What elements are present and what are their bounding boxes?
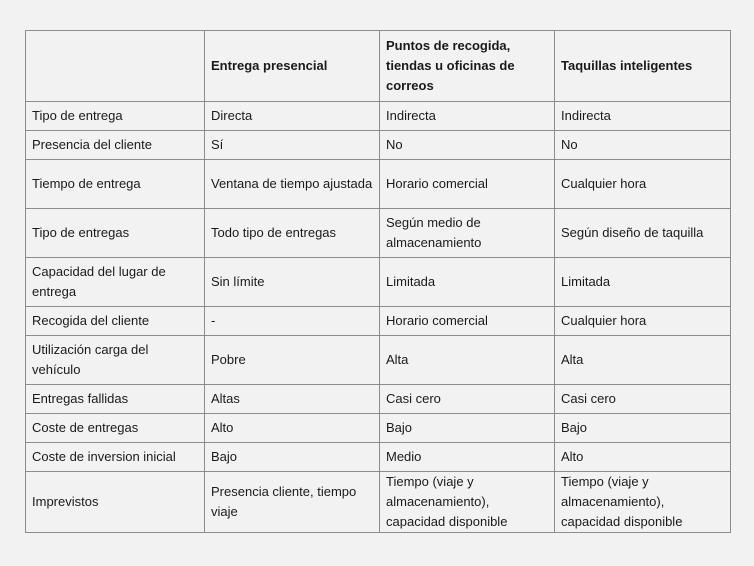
table-row: [26, 385, 731, 414]
table-cell: Casi cero: [555, 385, 731, 414]
row-label: Tipo de entregas: [26, 209, 205, 258]
header-cell-entrega-presencial: Entrega presencial: [205, 31, 380, 102]
table-cell: -: [205, 307, 380, 336]
comparison-table: [25, 30, 731, 533]
header-row: [26, 31, 731, 102]
table-cell: No: [380, 131, 555, 160]
table-cell: Todo tipo de entregas: [205, 209, 380, 258]
table-row: [26, 307, 731, 336]
table-cell: Alta: [555, 336, 731, 385]
table-cell: Casi cero: [380, 385, 555, 414]
table-cell: Horario comercial: [380, 307, 555, 336]
table-cell: No: [555, 131, 731, 160]
table-row: [26, 472, 731, 533]
table-cell: Horario comercial: [380, 160, 555, 209]
table-cell: Presencia cliente, tiempo viaje: [205, 472, 380, 533]
table-row: [26, 131, 731, 160]
table-row: [26, 443, 731, 472]
table-cell: Sin límite: [205, 258, 380, 307]
table-row: [26, 258, 731, 307]
row-label: Coste de entregas: [26, 414, 205, 443]
table-cell: Limitada: [555, 258, 731, 307]
table-cell: Altas: [205, 385, 380, 414]
row-label: Imprevistos: [26, 472, 205, 533]
table-row: [26, 336, 731, 385]
table-cell: Tiempo (viaje y almacenamiento), capacidad disponible: [555, 472, 731, 533]
row-label: Capacidad del lugar de entrega: [26, 258, 205, 307]
header-cell-taquillas: Taquillas inteligentes: [555, 31, 731, 102]
table-cell: Pobre: [205, 336, 380, 385]
table-cell: Medio: [380, 443, 555, 472]
table-cell: Alto: [555, 443, 731, 472]
table-row: [26, 414, 731, 443]
header-cell-puntos-recogida: Puntos de recogida, tiendas u oficinas de correos: [380, 31, 555, 102]
row-label: Tiempo de entrega: [26, 160, 205, 209]
table-cell: Tiempo (viaje y almacenamiento), capacidad disponible: [380, 472, 555, 533]
row-label: Presencia del cliente: [26, 131, 205, 160]
table-cell: Indirecta: [380, 102, 555, 131]
table-cell: Alta: [380, 336, 555, 385]
row-label: Utilización carga del vehículo: [26, 336, 205, 385]
table-cell: Limitada: [380, 258, 555, 307]
table-cell: Sí: [205, 131, 380, 160]
table-cell: Bajo: [380, 414, 555, 443]
table-cell: Directa: [205, 102, 380, 131]
table-cell: Bajo: [555, 414, 731, 443]
table-cell: Cualquier hora: [555, 307, 731, 336]
table-row: [26, 209, 731, 258]
table-cell: Indirecta: [555, 102, 731, 131]
header-cell-empty: [26, 31, 205, 102]
table-cell: Según diseño de taquilla: [555, 209, 731, 258]
table-cell: Alto: [205, 414, 380, 443]
table-cell: Cualquier hora: [555, 160, 731, 209]
table-cell: Ventana de tiempo ajustada: [205, 160, 380, 209]
table-row: [26, 102, 731, 131]
table-row: [26, 160, 731, 209]
table-cell: Bajo: [205, 443, 380, 472]
row-label: Entregas fallidas: [26, 385, 205, 414]
row-label: Tipo de entrega: [26, 102, 205, 131]
row-label: Coste de inversion inicial: [26, 443, 205, 472]
row-label: Recogida del cliente: [26, 307, 205, 336]
table-cell: Según medio de almacenamiento: [380, 209, 555, 258]
